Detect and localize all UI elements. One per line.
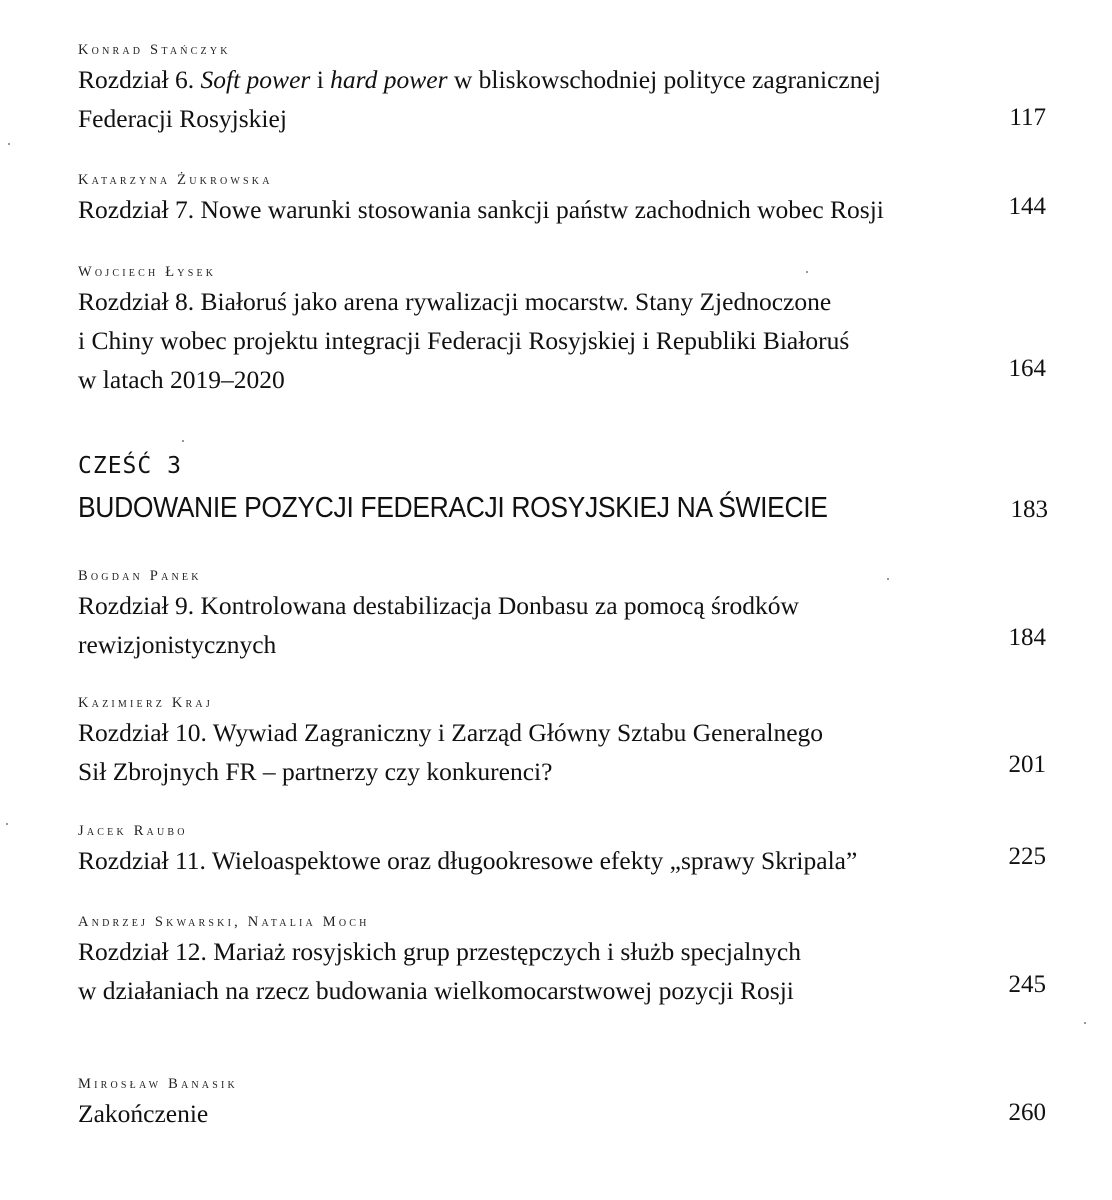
author-name: Andrzej Skwarski, Natalia Moch [78, 914, 370, 930]
chapter-title-italic-soft: Soft power [200, 65, 311, 94]
author-name: Konrad Stańczyk [78, 42, 231, 58]
chapter-title-line-1: Rozdział 9. Kontrolowana destabilizacja Donbasu za pomocą środków [78, 591, 799, 620]
scan-speck [887, 578, 889, 580]
toc-entry-chapter-11 [78, 821, 1058, 880]
chapter-title-line-2: i Chiny wobec projektu integracji Federacji Rosyjskiej i Republiki Białoruś [78, 326, 850, 355]
page-number: 260 [1008, 1099, 1046, 1126]
part-page-number: 183 [1010, 496, 1048, 523]
toc-entry-chapter-10 [78, 693, 1058, 791]
part-label: CZEŚĆ 3 [78, 453, 182, 479]
page-number: 144 [1008, 193, 1046, 220]
scan-speck [1084, 1022, 1086, 1024]
toc-entry-conclusion [78, 1074, 1058, 1133]
page-number: 164 [1008, 355, 1046, 382]
chapter-title-line-1: Rozdział 12. Mariaż rosyjskich grup przestępczych i służb specjalnych [78, 937, 801, 966]
author-name: Mirosław Banasik [78, 1076, 238, 1092]
author-name: Katarzyna Żukrowska [78, 172, 273, 188]
page-number: 201 [1008, 751, 1046, 778]
chapter-title: Zakończenie [78, 1099, 209, 1128]
chapter-title [78, 60, 983, 99]
toc-entry-chapter-6 [78, 40, 1058, 138]
chapter-title-prefix: Rozdział 6. [78, 65, 201, 94]
scan-speck [182, 440, 184, 442]
scan-speck [8, 143, 10, 145]
chapter-title-line-3: w latach 2019–2020 [78, 365, 285, 394]
chapter-title-rest: w bliskowschodniej polityce zagranicznej [447, 65, 881, 94]
chapter-title-line-1: Rozdział 10. Wywiad Zagraniczny i Zarząd Główny Sztabu Generalnego [78, 718, 824, 747]
chapter-title: Rozdział 7. Nowe warunki stosowania sankcji państw zachodnich wobec Rosji [78, 195, 884, 224]
chapter-title-line-1: Rozdział 8. Białoruś jako arena rywalizacji mocarstw. Stany Zjednoczone [78, 287, 832, 316]
author-name: Wojciech Łysek [78, 264, 217, 280]
scan-speck [6, 823, 8, 825]
author-name: Kazimierz Kraj [78, 695, 213, 711]
page-number: 245 [1008, 971, 1046, 998]
toc-entry-chapter-7 [78, 170, 1058, 229]
chapter-title-line-2: rewizjonistycznych [78, 630, 277, 659]
page-number: 184 [1008, 624, 1046, 651]
chapter-title-italic-hard: hard power [330, 65, 448, 94]
part-title: BUDOWANIE POZYCJI FEDERACJI ROSYJSKIEJ NA ŚWIECIE [78, 492, 828, 524]
author-name: Bogdan Panek [78, 568, 202, 584]
author-name: Jacek Raubo [78, 823, 188, 839]
chapter-title-line-2: Sił Zbrojnych FR – partnerzy czy konkurenci? [78, 757, 553, 786]
chapter-title: Rozdział 11. Wieloaspektowe oraz długookresowe efekty „sprawy Skripala” [78, 846, 858, 875]
chapter-title-connector: i [310, 65, 331, 94]
toc-entry-chapter-12 [78, 912, 1058, 1010]
scan-speck [806, 271, 808, 273]
toc-entry-chapter-9 [78, 566, 1058, 664]
page-number: 117 [1009, 104, 1046, 131]
page-number: 225 [1008, 843, 1046, 870]
toc-entry-chapter-8 [78, 262, 1058, 399]
chapter-title-line-2: Federacji Rosyjskiej [78, 104, 287, 133]
chapter-title-line-2: w działaniach na rzecz budowania wielkomocarstwowej pozycji Rosji [78, 976, 794, 1005]
